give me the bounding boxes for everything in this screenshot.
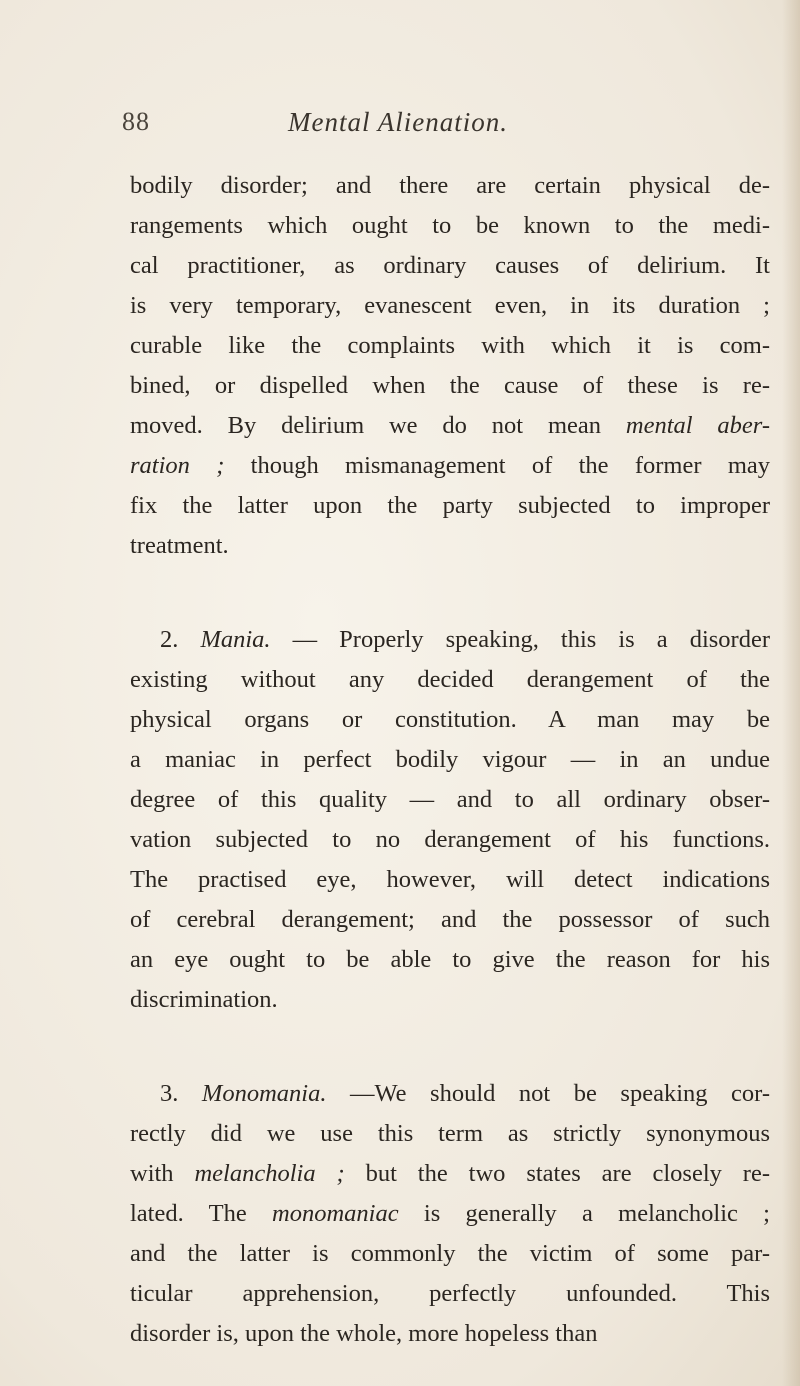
italic-term: monomaniac [272, 1200, 399, 1227]
line-text: —We should not be speaking cor- [326, 1080, 770, 1107]
paragraph [130, 1074, 770, 1354]
text-line [130, 940, 770, 980]
text-line [130, 1314, 770, 1354]
italic-term: mental aber- [625, 412, 770, 439]
page-edge-shadow [782, 0, 800, 1386]
line-text: curable like the complaints with which it is com- [130, 332, 770, 359]
text-line [130, 1114, 770, 1154]
line-text: and the latter is commonly the victim of some par- [130, 1240, 770, 1267]
line-text: ticular apprehension, perfectly unfounded. This [130, 1280, 770, 1307]
line-text: cal practitioner, as ordinary causes of delirium. It [130, 252, 770, 279]
text-line [130, 1274, 770, 1314]
line-text: rangements which ought to be known to the medi- [130, 212, 770, 239]
line-text: fix the latter upon the party subjected to improper [130, 492, 770, 519]
text-line [130, 326, 770, 366]
line-text: The practised eye, however, will detect indications [130, 866, 770, 893]
line-text: degree of this quality — and to all ordinary obser- [130, 786, 770, 813]
text-line [130, 1074, 770, 1114]
line-text: 3. [160, 1080, 202, 1107]
line-text: moved. By delirium we do not mean [130, 412, 626, 439]
line-text: is generally a melancholic ; [398, 1200, 770, 1227]
italic-term: Monomania. [201, 1080, 327, 1107]
italic-term: melancholia ; [194, 1160, 345, 1187]
line-text: is very temporary, evanescent even, in its duration ; [130, 292, 770, 319]
line-text: treatment. [130, 532, 229, 559]
body-text [130, 166, 770, 1354]
line-text: bodily disorder; and there are certain physical de- [130, 172, 770, 199]
text-line [130, 780, 770, 820]
text-line [130, 860, 770, 900]
page-header [0, 107, 800, 147]
text-line [130, 446, 770, 486]
text-line [130, 1154, 770, 1194]
text-line [130, 1234, 770, 1274]
text-line [130, 660, 770, 700]
text-line [130, 486, 770, 526]
line-text: physical organs or constitution. A man may be [130, 706, 770, 733]
paragraph [130, 620, 770, 1020]
running-title: Mental Alienation. [288, 107, 508, 137]
page-number: 88 [122, 107, 150, 136]
italic-term: Mania. [200, 626, 271, 653]
line-text: though mismanagement of the former may [224, 452, 770, 479]
line-text: 2. [160, 626, 201, 653]
text-line [130, 820, 770, 860]
text-line [130, 286, 770, 326]
text-line [130, 166, 770, 206]
text-line [130, 406, 770, 446]
text-line [130, 526, 770, 566]
line-text: discrimination. [130, 986, 278, 1013]
italic-term: ration ; [130, 452, 225, 479]
line-text: disorder is, upon the whole, more hopeless than [130, 1320, 598, 1347]
text-line [130, 246, 770, 286]
line-text: vation subjected to no derangement of his functions. [130, 826, 770, 853]
text-line [130, 1194, 770, 1234]
text-line [130, 620, 770, 660]
text-line [130, 740, 770, 780]
paragraph [130, 166, 770, 566]
line-text: lated. The [130, 1200, 272, 1227]
text-line [130, 980, 770, 1020]
line-text: bined, or dispelled when the cause of these is re- [130, 372, 770, 399]
line-text: but the two states are closely re- [344, 1160, 770, 1187]
paragraph-gap [130, 566, 770, 620]
paragraph-gap [130, 1020, 770, 1074]
line-text: — Properly speaking, this is a disorder [270, 626, 770, 653]
line-text: rectly did we use this term as strictly synonymous [130, 1120, 770, 1147]
line-text: existing without any decided derangement of the [130, 666, 770, 693]
text-line [130, 366, 770, 406]
line-text: with [130, 1160, 195, 1187]
line-text: a maniac in perfect bodily vigour — in an undue [130, 746, 770, 773]
text-line [130, 700, 770, 740]
text-line [130, 206, 770, 246]
line-text: of cerebral derangement; and the possessor of such [130, 906, 770, 933]
text-line [130, 900, 770, 940]
line-text: an eye ought to be able to give the reason for his [130, 946, 770, 973]
